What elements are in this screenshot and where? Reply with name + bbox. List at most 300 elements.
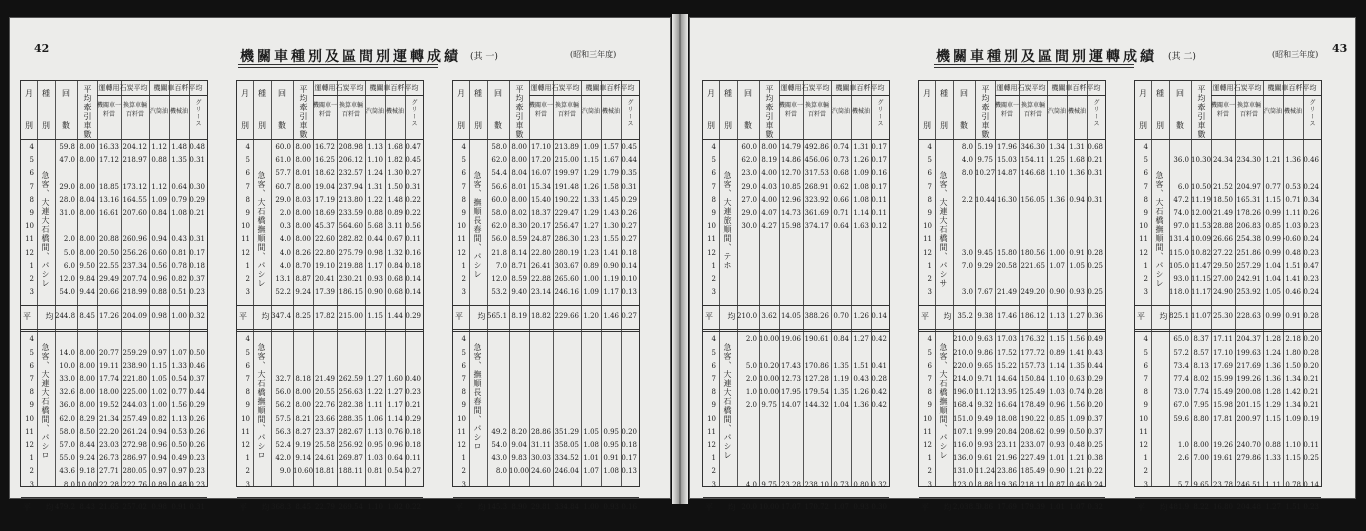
value-cell: 107.1 xyxy=(953,427,974,436)
value-cell: 8.00 xyxy=(511,156,527,165)
value-cell: 14.87 xyxy=(996,169,1017,178)
value-cell: 227.49 xyxy=(1020,454,1045,463)
value-cell: 303.67 xyxy=(554,261,579,270)
value-cell: 3.0 xyxy=(961,248,973,257)
average-value-cell: 479.2 xyxy=(55,502,76,511)
value-cell: 16.64 xyxy=(996,401,1017,410)
value-cell: 237.34 xyxy=(122,261,147,270)
value-cell: 9.83 xyxy=(511,454,527,463)
value-cell: 0.48 xyxy=(1069,441,1085,449)
value-cell: 16.25 xyxy=(314,156,335,165)
value-cell: 1.41 xyxy=(603,248,619,257)
value-cell: 1.58 xyxy=(603,182,619,191)
value-cell: 256.47 xyxy=(554,222,579,231)
value-cell: 1.21 xyxy=(1069,454,1085,463)
value-cell: 0.42 xyxy=(871,388,887,397)
value-cell: 15.22 xyxy=(996,361,1017,370)
value-cell: 8.02 xyxy=(1193,375,1209,383)
value-cell: 9.84 xyxy=(79,275,95,283)
value-cell: 0.20 xyxy=(1303,335,1319,344)
average-row-top xyxy=(1135,312,1321,325)
value-cell: 9.0 xyxy=(279,467,291,476)
value-cell: 1.03 xyxy=(1285,222,1301,231)
value-cell: 28.86 xyxy=(530,427,551,436)
coal-per-ton-header: 換算車輛百粁當 xyxy=(122,102,147,118)
value-cell: 238.10 xyxy=(804,480,829,489)
value-cell: 56.2 xyxy=(275,401,291,410)
value-cell: 9.99 xyxy=(977,427,993,436)
month-cell: 2 xyxy=(29,275,34,283)
value-cell: 0.14 xyxy=(405,275,421,283)
value-cell: 256.63 xyxy=(338,388,363,397)
value-cell: 15.34 xyxy=(530,182,551,191)
month-cell: 10 xyxy=(457,414,466,423)
value-cell: 27.22 xyxy=(1212,248,1233,257)
month-cell: 2 xyxy=(461,467,466,476)
value-cell: 23.11 xyxy=(996,441,1017,449)
value-cell: 21.52 xyxy=(1212,182,1233,191)
oil-header-divider xyxy=(581,95,639,96)
times-header-bottom: 數 xyxy=(1176,121,1184,130)
value-cell: 0.21 xyxy=(1303,375,1319,383)
average-value-cell: 481.9 xyxy=(1169,502,1190,511)
value-cell: 0.71 xyxy=(1285,195,1301,204)
value-cell: 0.23 xyxy=(1303,222,1319,231)
average-value-cell: 257.02 xyxy=(122,502,147,511)
value-cell: 54.0 xyxy=(491,441,507,449)
route-label: 急客、大石橋撫順間、パシロ xyxy=(257,343,266,461)
average-value-cell: 0.14 xyxy=(871,312,887,321)
month-cell: 11 xyxy=(1139,427,1148,436)
value-cell: 0.54 xyxy=(387,467,403,476)
value-cell: 259.29 xyxy=(122,348,147,357)
coal-header-divider xyxy=(529,95,581,96)
car-count-header: 平均牽引車數 xyxy=(299,85,308,139)
month-cell: 11 xyxy=(25,427,34,436)
value-cell: 1.79 xyxy=(603,169,619,178)
month-cell: 8 xyxy=(29,388,34,397)
value-cell: 0.78 xyxy=(171,261,187,270)
machine-oil-header: 機械油 xyxy=(601,108,620,115)
value-cell: 0.44 xyxy=(621,156,637,165)
value-cell: 8.13 xyxy=(1193,361,1209,370)
value-cell: 9.71 xyxy=(977,375,993,383)
value-cell: 8.01 xyxy=(511,182,527,191)
value-cell: 1.11 xyxy=(1265,480,1281,489)
value-cell: 1.17 xyxy=(367,261,383,270)
header-divider xyxy=(21,139,207,140)
value-cell: 0.47 xyxy=(405,143,421,151)
average-value-cell: 0.29 xyxy=(405,312,421,321)
value-cell: 234.30 xyxy=(1236,156,1261,165)
type-header: 種 xyxy=(42,89,50,98)
average-value-cell: 269.54 xyxy=(338,502,363,511)
month-cell: 6 xyxy=(1143,169,1148,178)
value-cell: 204.12 xyxy=(122,143,147,151)
value-cell: 9.86 xyxy=(977,348,993,357)
value-cell: 18.37 xyxy=(530,209,551,217)
value-cell: 1.13 xyxy=(367,143,383,151)
month-cell: 5 xyxy=(711,348,716,357)
table-row xyxy=(703,288,889,301)
page-title: 機關車種別及區間別運轉成績 xyxy=(240,49,461,65)
average-value-cell: 0.91 xyxy=(171,502,187,511)
value-cell: 0.41 xyxy=(871,361,887,370)
book-gutter xyxy=(672,14,688,504)
value-cell: 8.00 xyxy=(295,156,311,165)
times-header: 回 xyxy=(62,89,70,98)
section-divider xyxy=(919,305,1105,306)
value-cell: 170.86 xyxy=(804,361,829,370)
value-cell: 42.0 xyxy=(275,454,291,463)
average-value-cell: 8.22 xyxy=(1193,502,1209,511)
month-cell: 4 xyxy=(1143,335,1148,344)
value-cell: 12.0 xyxy=(491,275,507,283)
value-cell: 0.16 xyxy=(405,248,421,257)
value-cell: 282.67 xyxy=(338,427,363,436)
value-cell: 0.45 xyxy=(405,156,421,165)
value-cell: 62.0 xyxy=(491,156,507,165)
machine-oil-header: 機械油 xyxy=(169,108,188,115)
value-cell: 0.97 xyxy=(151,467,167,476)
value-cell: 27.71 xyxy=(98,467,119,476)
month-cell: 11 xyxy=(707,427,716,436)
value-cell: 0.90 xyxy=(1049,467,1065,476)
value-cell: 0.68 xyxy=(833,169,849,178)
value-cell: 8.00 xyxy=(295,143,311,151)
coal-header-divider xyxy=(995,95,1047,96)
value-cell: 97.0 xyxy=(1173,222,1189,231)
month-cell: 7 xyxy=(927,375,932,383)
month-cell: 12 xyxy=(241,248,250,257)
value-cell: 8.00 xyxy=(79,401,95,410)
value-cell: 1.0 xyxy=(745,388,757,397)
value-cell: 60.0 xyxy=(491,195,507,204)
value-cell: 218.97 xyxy=(122,156,147,165)
value-cell: 1.02 xyxy=(151,388,167,397)
table-row xyxy=(703,467,889,480)
grease-header: グリース xyxy=(1092,99,1099,127)
value-cell: 8.21 xyxy=(295,414,311,423)
value-cell: 0.50 xyxy=(171,441,187,449)
value-cell: 214.0 xyxy=(953,375,974,383)
value-cell: 8.00 xyxy=(79,375,95,383)
value-cell: 0.23 xyxy=(189,288,205,297)
value-cell: 0.43 xyxy=(171,235,187,244)
average-value-cell: 8.19 xyxy=(511,312,527,321)
page-number: 42 xyxy=(34,42,50,55)
month-cell: 10 xyxy=(241,222,250,231)
value-cell: 0.50 xyxy=(189,348,205,357)
machine-oil-header: 機械油 xyxy=(1283,108,1302,115)
section-divider xyxy=(1135,329,1321,332)
page-part: (其 一) xyxy=(470,52,498,62)
value-cell: 131.0 xyxy=(953,467,974,476)
month-cell: 12 xyxy=(457,441,466,449)
value-cell: 56.6 xyxy=(491,182,507,191)
value-cell: 220.0 xyxy=(953,361,974,370)
value-cell: 8.57 xyxy=(1193,348,1209,357)
average-value-cell: 244.8 xyxy=(55,312,76,321)
value-cell: 19.04 xyxy=(314,182,335,191)
value-cell: 25.58 xyxy=(314,441,335,449)
value-cell: 0.29 xyxy=(189,195,205,204)
table-row xyxy=(1135,454,1321,467)
table-row xyxy=(237,143,423,156)
value-cell: 1.13 xyxy=(171,414,187,423)
value-cell: 1.68 xyxy=(1069,156,1085,165)
value-cell: 9.44 xyxy=(79,288,95,297)
value-cell: 0.40 xyxy=(405,375,421,383)
table-row xyxy=(1135,441,1321,454)
oil-avg-header: 機關車百粁平均 xyxy=(1267,84,1317,92)
value-cell: 19.26 xyxy=(1212,441,1233,449)
value-cell: 0.31 xyxy=(405,182,421,191)
month-cell: 1 xyxy=(927,261,932,270)
value-cell: 0.88 xyxy=(367,209,383,217)
value-cell: 17.20 xyxy=(530,156,551,165)
value-cell: 1.21 xyxy=(1069,467,1085,476)
value-cell: 43.6 xyxy=(59,467,75,476)
value-cell: 0.28 xyxy=(1087,248,1103,257)
route-label: 急客、大連大石橋間、パシレ xyxy=(723,343,732,461)
value-cell: 0.48 xyxy=(189,143,205,151)
value-cell: 156.05 xyxy=(1020,195,1045,204)
title-underline xyxy=(238,64,438,68)
average-label: 平 均 xyxy=(1137,312,1174,322)
value-cell: 0.99 xyxy=(1049,427,1065,436)
value-cell: 0.23 xyxy=(189,467,205,476)
value-cell: 0.24 xyxy=(1087,480,1103,489)
average-value-cell: 16.80 xyxy=(1212,502,1233,511)
month-cell: 3 xyxy=(245,288,250,297)
value-cell: 233.59 xyxy=(338,209,363,217)
month-cell: 3 xyxy=(245,480,250,489)
route-label: 急客、大連旅順間、テホ xyxy=(723,171,732,270)
value-cell: 33.0 xyxy=(59,375,75,383)
value-cell: 288.35 xyxy=(338,414,363,423)
coal-per-loco-header: 機關車一粁當 xyxy=(779,102,804,118)
value-cell: 0.90 xyxy=(603,261,619,270)
value-cell: 237.94 xyxy=(338,182,363,191)
value-cell: 0.82 xyxy=(151,414,167,423)
value-cell: 19.36 xyxy=(996,480,1017,489)
section-divider xyxy=(703,305,889,306)
table-row xyxy=(453,481,639,494)
times-header-bottom: 數 xyxy=(278,121,286,130)
value-cell: 56.0 xyxy=(491,235,507,244)
route-label: 急客、大連大石橋間、パシサ xyxy=(939,171,948,288)
average-row-bottom xyxy=(919,503,1105,516)
value-cell: 0.81 xyxy=(171,248,187,257)
value-cell: 12.00 xyxy=(1191,209,1212,217)
table-row xyxy=(453,467,639,480)
value-cell: 0.13 xyxy=(621,288,637,297)
average-row-top xyxy=(453,312,639,325)
value-cell: 1.00 xyxy=(151,401,167,410)
coal-per-loco-header: 機關車一粁當 xyxy=(313,102,338,118)
average-value-cell: 17.26 xyxy=(98,312,119,321)
month-cell: 11 xyxy=(923,427,932,436)
value-cell: 0.44 xyxy=(189,388,205,397)
coal-per-ton-header: 換算車輛百粁當 xyxy=(338,102,363,118)
month-cell: 10 xyxy=(457,222,466,231)
value-cell: 23.0 xyxy=(741,169,757,178)
table-row xyxy=(453,288,639,301)
value-cell: 10.85 xyxy=(780,182,801,191)
type-header-bottom: 別 xyxy=(42,121,50,130)
value-cell: 0.37 xyxy=(1087,414,1103,423)
value-cell: 1.05 xyxy=(151,375,167,383)
type-header-bottom: 別 xyxy=(1156,121,1164,130)
value-cell: 20.66 xyxy=(98,288,119,297)
value-cell: 21.34 xyxy=(98,414,119,423)
table-row xyxy=(1135,388,1321,401)
value-cell: 1.32 xyxy=(387,248,403,257)
value-cell: 0.27 xyxy=(621,222,637,231)
value-cell: 0.76 xyxy=(387,427,403,436)
value-cell: 9.63 xyxy=(977,335,993,344)
value-cell: 0.77 xyxy=(171,388,187,397)
table-row xyxy=(919,288,1105,301)
value-cell: 62.0 xyxy=(491,222,507,231)
value-cell: 0.95 xyxy=(367,441,383,449)
value-cell: 1.04 xyxy=(1265,261,1281,270)
month-cell: 11 xyxy=(241,427,250,436)
value-cell: 62.0 xyxy=(59,414,75,423)
value-cell: 8.87 xyxy=(295,275,311,283)
month-cell: 1 xyxy=(245,261,250,270)
value-cell: 17.69 xyxy=(1212,361,1233,370)
value-cell: 268.91 xyxy=(804,182,829,191)
value-cell: 0.26 xyxy=(189,441,205,449)
month-cell: 6 xyxy=(711,361,716,370)
value-cell: 54.4 xyxy=(491,169,507,178)
value-cell: 0.48 xyxy=(1285,248,1301,257)
cylinder-oil-header: 汽筒油 xyxy=(1047,108,1066,115)
value-cell: 1.17 xyxy=(387,401,403,410)
value-cell: 1.08 xyxy=(583,441,599,449)
value-cell: 1.23 xyxy=(583,248,599,257)
value-cell: 8.00 xyxy=(79,143,95,151)
value-cell: 1.48 xyxy=(171,143,187,151)
coal-per-ton-header: 換算車輛百粁當 xyxy=(1236,102,1261,118)
table-row xyxy=(237,156,423,169)
value-cell: 176.32 xyxy=(1020,335,1045,344)
grease-header: グリース xyxy=(410,99,417,127)
value-cell: 8.0 xyxy=(495,467,507,476)
value-cell: 8.03 xyxy=(295,195,311,204)
value-cell: 0.25 xyxy=(1303,454,1319,463)
value-cell: 199.26 xyxy=(1236,375,1261,383)
month-header-bottom: 別 xyxy=(25,121,33,130)
value-cell: 1.08 xyxy=(853,195,869,204)
coal-avg-header: 運轉用石炭平均 xyxy=(1212,84,1262,92)
value-cell: 31.11 xyxy=(530,441,551,449)
value-cell: 1.29 xyxy=(583,169,599,178)
average-value-cell: 17.82 xyxy=(314,312,335,321)
value-cell: 20.88 xyxy=(98,235,119,244)
value-cell: 186.15 xyxy=(338,288,363,297)
value-cell: 29.49 xyxy=(98,275,119,283)
month-cell: 12 xyxy=(1139,441,1148,449)
value-cell: 30.03 xyxy=(530,454,551,463)
value-cell: 4.0 xyxy=(745,480,757,489)
value-cell: 0.21 xyxy=(1087,156,1103,165)
average-value-cell: 0.31 xyxy=(189,502,205,511)
value-cell: 1.05 xyxy=(1265,288,1281,297)
grease-header: グリース xyxy=(1308,99,1315,127)
value-cell: 20.50 xyxy=(98,248,119,257)
average-label: 平 均 xyxy=(705,502,742,512)
table-row xyxy=(237,467,423,480)
value-cell: 9.14 xyxy=(295,454,311,463)
value-cell: 0.88 xyxy=(151,156,167,165)
machine-oil-header: 機械油 xyxy=(1067,108,1086,115)
value-cell: 261.24 xyxy=(122,427,147,436)
value-cell: 492.86 xyxy=(804,143,829,151)
value-cell: 8.30 xyxy=(511,222,527,231)
value-cell: 1.08 xyxy=(603,467,619,476)
value-cell: 58.0 xyxy=(491,143,507,151)
average-value-cell: 1.51 xyxy=(1285,502,1301,511)
value-cell: 73.4 xyxy=(1173,361,1189,370)
cylinder-oil-header: 汽筒油 xyxy=(149,108,168,115)
month-cell: 7 xyxy=(29,375,34,383)
month-header-bottom: 別 xyxy=(923,121,931,130)
value-cell: 1.29 xyxy=(583,209,599,217)
value-cell: 29.0 xyxy=(275,195,291,204)
coal-per-loco-header: 機關車一粁當 xyxy=(1211,102,1236,118)
value-cell: 242.91 xyxy=(1236,275,1261,283)
value-cell: 1.55 xyxy=(603,235,619,244)
month-header: 月 xyxy=(707,89,715,98)
value-cell: 57.5 xyxy=(275,414,291,423)
value-cell: 9.93 xyxy=(977,441,993,449)
value-cell: 52.2 xyxy=(275,288,291,297)
value-cell: 0.96 xyxy=(387,441,403,449)
value-cell: 17.03 xyxy=(996,335,1017,344)
value-cell: 190.22 xyxy=(1020,414,1045,423)
value-cell: 36.0 xyxy=(1173,156,1189,165)
average-value-cell: 204.09 xyxy=(122,312,147,321)
average-value-cell: 1.27 xyxy=(1069,312,1085,321)
value-cell: 0.20 xyxy=(1087,401,1103,410)
value-cell: 1.24 xyxy=(1265,348,1281,357)
value-cell: 0.27 xyxy=(621,235,637,244)
month-cell: 12 xyxy=(457,248,466,257)
value-cell: 24.61 xyxy=(314,454,335,463)
value-cell: 0.29 xyxy=(1087,375,1103,383)
month-cell: 1 xyxy=(29,261,34,270)
average-value-cell: 0.36 xyxy=(1087,312,1103,321)
value-cell: 0.97 xyxy=(151,348,167,357)
value-cell: 3.11 xyxy=(387,222,403,231)
value-cell: 0.68 xyxy=(387,275,403,283)
average-value-cell: 3.62 xyxy=(761,312,777,321)
value-cell: 22.80 xyxy=(530,248,551,257)
average-value-cell: 9.38 xyxy=(977,312,993,321)
value-cell: 1.08 xyxy=(171,209,187,217)
value-cell: 56.0 xyxy=(275,388,291,397)
value-cell: 0.16 xyxy=(871,169,887,178)
value-cell: 1.56 xyxy=(171,401,187,410)
section-divider xyxy=(21,497,207,498)
value-cell: 8.0 xyxy=(961,169,973,178)
average-row-top xyxy=(237,312,423,325)
value-cell: 0.62 xyxy=(833,182,849,191)
value-cell: 238.90 xyxy=(122,361,147,370)
